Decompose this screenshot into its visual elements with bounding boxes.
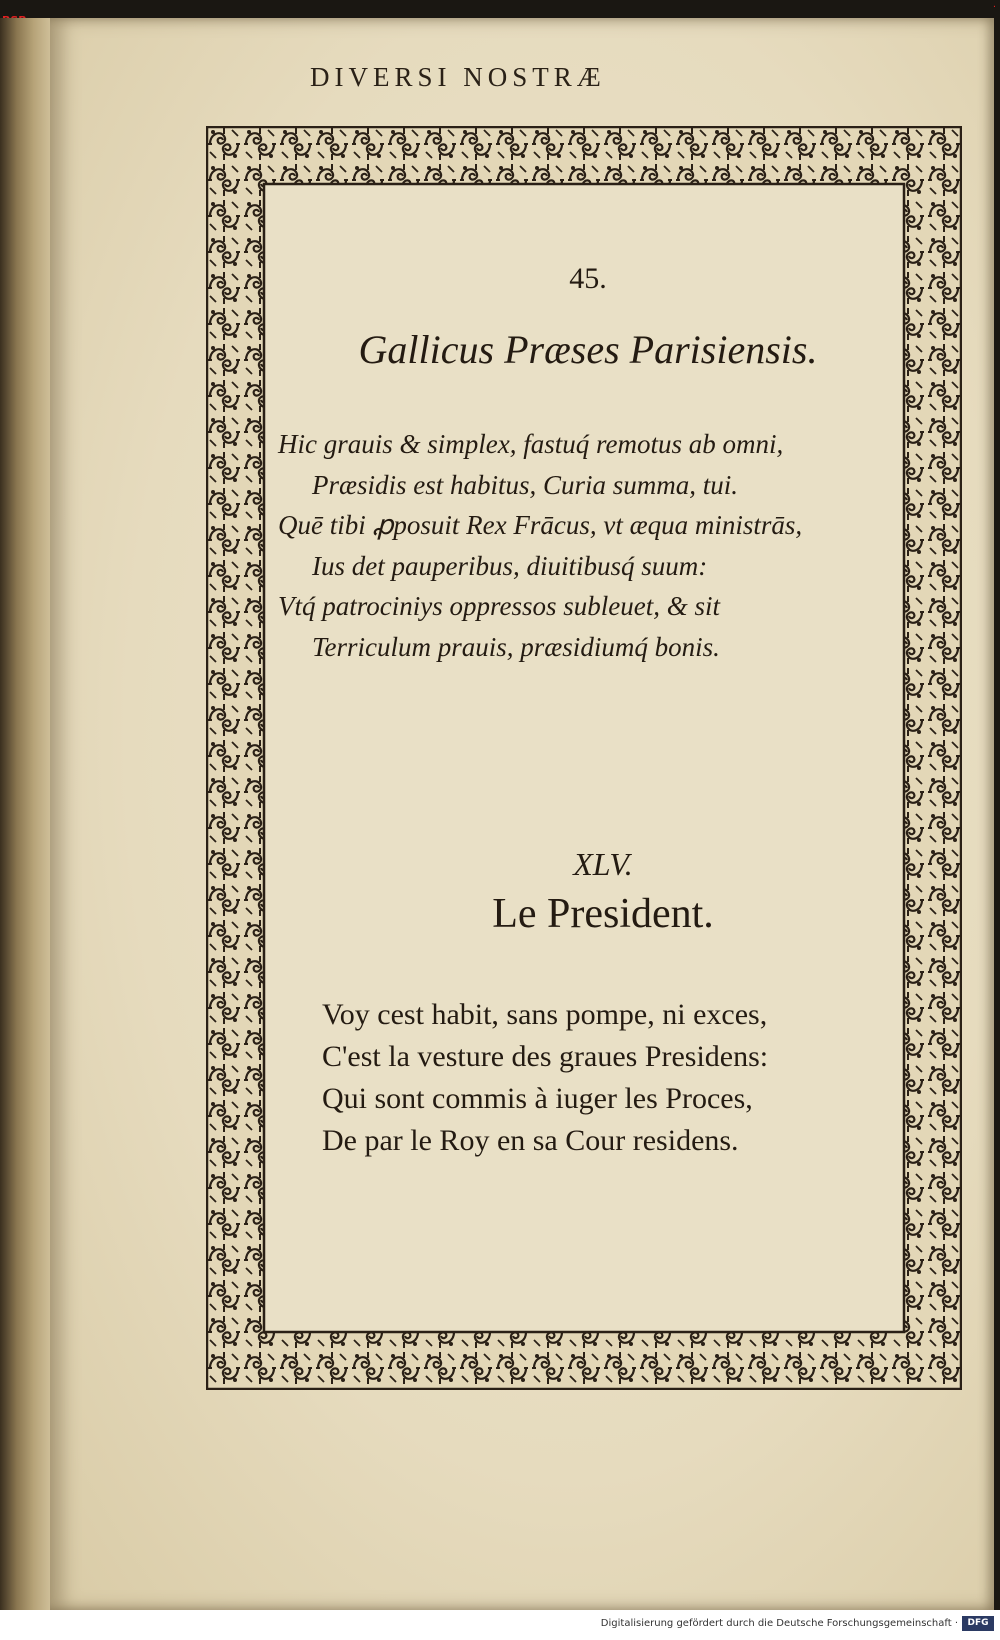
corner-mark: · bbox=[992, 2, 996, 13]
latin-title: Gallicus Præses Parisiensis. bbox=[358, 327, 818, 372]
book-spine bbox=[0, 18, 56, 1610]
roman-numeral: XLV. bbox=[573, 846, 633, 882]
latin-verse-line: Vtq́ patrociniys oppressos subleuet, & sit bbox=[278, 591, 720, 621]
funding-credit: Digitalisierung gefördert durch die Deutsche Forschungsgemeinschaft · bbox=[600, 1618, 958, 1629]
latin-verse-line: Ius det pauperibus, diuitibusq́ suum: bbox=[312, 550, 708, 581]
latin-verse-line: Hic grauis & simplex, fastuq́ remotus ab omni, bbox=[278, 429, 784, 459]
latin-verse-line: Præsidis est habitus, Curia summa, tui. bbox=[312, 469, 739, 500]
latin-verse bbox=[278, 424, 918, 667]
page-content bbox=[278, 188, 898, 1328]
footer-bar bbox=[0, 1610, 1000, 1640]
french-title: Le President. bbox=[492, 891, 714, 937]
french-verse-line: C'est la vesture des graues Presidens: bbox=[322, 1040, 769, 1073]
running-head: DIVERSI NOSTRÆ bbox=[310, 62, 606, 92]
dfg-logo-icon[interactable]: DFG bbox=[962, 1616, 994, 1631]
french-verse-line: Voy cest habit, sans pompe, ni exces, bbox=[322, 998, 768, 1031]
latin-verse-line: Terriculum prauis, præsidiumq́ bonis. bbox=[312, 631, 720, 662]
emblem-number: 45. bbox=[569, 262, 607, 295]
latin-verse-line: Quē tibi ꝓposuit Rex Frācus, vt æqua ministrās, bbox=[278, 510, 803, 540]
french-verse-line: De par le Roy en sa Cour residens. bbox=[322, 1124, 739, 1157]
french-verse-line: Qui sont commis à iuger les Proces, bbox=[322, 1082, 753, 1115]
french-verse bbox=[322, 994, 922, 1162]
